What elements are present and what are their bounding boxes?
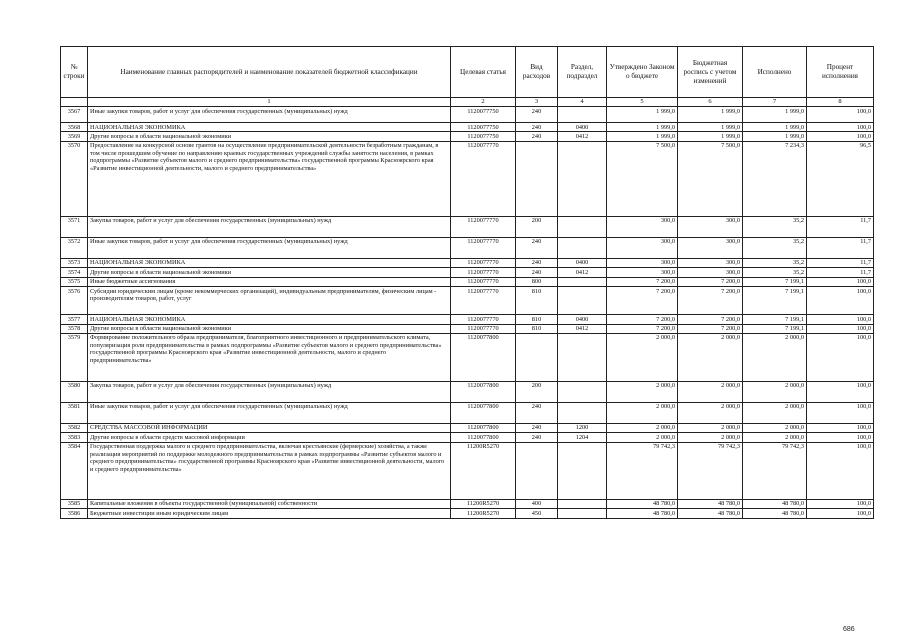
table-row [61, 258, 874, 267]
row-target-article: 1120077770 [451, 277, 516, 286]
row-target-article: 1120077800 [451, 333, 516, 381]
row-percent: 100,0 [807, 315, 874, 324]
row-executed: 2 000,0 [743, 433, 807, 442]
row-target-article: 1120077770 [451, 141, 516, 216]
column-number [61, 98, 88, 107]
row-executed: 7 199,1 [743, 287, 807, 315]
table-row [61, 509, 874, 518]
table-row [61, 216, 874, 237]
row-percent: 100,0 [807, 277, 874, 286]
row-approved: 7 500,0 [607, 141, 678, 216]
row-section [558, 287, 607, 315]
row-target-article: 1120077800 [451, 433, 516, 442]
row-percent: 100,0 [807, 324, 874, 333]
row-approved: 2 000,0 [607, 381, 678, 402]
row-budget-list: 1 999,0 [678, 107, 743, 123]
row-executed: 7 199,1 [743, 324, 807, 333]
row-target-article: 1120077750 [451, 132, 516, 141]
row-section: 0412 [558, 324, 607, 333]
row-expense-type: 240 [516, 258, 558, 267]
row-approved: 2 000,0 [607, 423, 678, 432]
table-body [61, 107, 874, 519]
table-row [61, 315, 874, 324]
table-row [61, 237, 874, 258]
row-expense-type: 450 [516, 509, 558, 518]
row-approved: 300,0 [607, 216, 678, 237]
row-target-article: 1120077750 [451, 107, 516, 123]
row-section: 0412 [558, 132, 607, 141]
row-target-article: 1120077770 [451, 315, 516, 324]
header-section: Раздел, подраздел [558, 47, 607, 98]
table-row [61, 107, 874, 123]
row-target-article: 11200R5270 [451, 509, 516, 518]
row-executed: 35,2 [743, 237, 807, 258]
row-budget-list: 2 000,0 [678, 402, 743, 423]
header-budget-list: Бюджетная роспись с учетом изменений [678, 47, 743, 98]
row-percent: 100,0 [807, 423, 874, 432]
row-name: Иные закупки товаров, работ и услуг для обеспечения государственных (муниципальных) нужд [88, 237, 451, 258]
row-target-article: 1120077770 [451, 258, 516, 267]
header-percent: Процент исполнения [807, 47, 874, 98]
row-number: 3572 [61, 237, 88, 258]
row-section: 1204 [558, 433, 607, 442]
row-number: 3581 [61, 402, 88, 423]
row-approved: 1 999,0 [607, 107, 678, 123]
row-name: Иные бюджетные ассигнования [88, 277, 451, 286]
row-target-article: 1120077800 [451, 381, 516, 402]
row-section: 0400 [558, 258, 607, 267]
row-executed: 48 780,0 [743, 499, 807, 508]
row-expense-type [516, 141, 558, 216]
row-budget-list: 300,0 [678, 216, 743, 237]
row-name: Другие вопросы в области национальной экономики [88, 132, 451, 141]
row-number: 3567 [61, 107, 88, 123]
row-budget-list: 300,0 [678, 268, 743, 277]
table-row [61, 277, 874, 286]
column-number: 2 [451, 98, 516, 107]
table-row [61, 123, 874, 132]
row-executed: 35,2 [743, 258, 807, 267]
row-number: 3585 [61, 499, 88, 508]
row-budget-list: 2 000,0 [678, 381, 743, 402]
row-name: НАЦИОНАЛЬНАЯ ЭКОНОМИКА [88, 258, 451, 267]
row-name: Субсидии юридическим лицам (кроме некоммерческих организаций), индивидуальным предпринимателям, физическим лицам - производителям товаров, работ, услуг [88, 287, 451, 315]
row-approved: 7 200,0 [607, 287, 678, 315]
row-approved: 1 999,0 [607, 132, 678, 141]
row-percent: 100,0 [807, 499, 874, 508]
row-number: 3579 [61, 333, 88, 381]
row-executed: 1 999,0 [743, 132, 807, 141]
row-percent: 100,0 [807, 433, 874, 442]
row-number: 3571 [61, 216, 88, 237]
row-budget-list: 79 742,3 [678, 442, 743, 499]
table-row [61, 324, 874, 333]
row-expense-type: 800 [516, 277, 558, 286]
row-percent: 100,0 [807, 381, 874, 402]
row-target-article: 1120077770 [451, 268, 516, 277]
row-budget-list: 48 780,0 [678, 499, 743, 508]
row-budget-list: 7 200,0 [678, 315, 743, 324]
table-row [61, 333, 874, 381]
row-target-article: 1120077770 [451, 324, 516, 333]
header-executed: Исполнено [743, 47, 807, 98]
row-section [558, 141, 607, 216]
row-section [558, 402, 607, 423]
row-approved: 300,0 [607, 258, 678, 267]
row-number: 3584 [61, 442, 88, 499]
row-name: Закупка товаров, работ и услуг для обеспечения государственных (муниципальных) нужд [88, 216, 451, 237]
row-executed: 35,2 [743, 216, 807, 237]
row-name: Предоставление на конкурсной основе грантов на осуществление предпринимательской деятельности безработным гражданам, в том числе прошедшим обучение по направлению краевых государственных учреждений службы занятости населения, в рамках подпрограммы «Развитие субъектов малого и среднего предпринимательства» государственной программы Красноярского края «Развитие инвестиционной деятельности, малого и среднего предпринимательства» [88, 141, 451, 216]
row-expense-type [516, 333, 558, 381]
row-approved: 7 200,0 [607, 315, 678, 324]
row-name: Иные закупки товаров, работ и услуг для обеспечения государственных (муниципальных) нужд [88, 107, 451, 123]
row-budget-list: 300,0 [678, 237, 743, 258]
row-executed: 7 199,1 [743, 277, 807, 286]
row-section [558, 237, 607, 258]
row-expense-type [516, 442, 558, 499]
table-row [61, 499, 874, 508]
row-expense-type: 240 [516, 132, 558, 141]
row-target-article: 1120077770 [451, 237, 516, 258]
row-executed: 1 999,0 [743, 107, 807, 123]
header-approved: Утверждено Законом о бюджете [607, 47, 678, 98]
row-target-article: 1120077770 [451, 287, 516, 315]
column-number: 3 [516, 98, 558, 107]
row-approved: 79 742,3 [607, 442, 678, 499]
row-expense-type: 240 [516, 237, 558, 258]
row-number: 3574 [61, 268, 88, 277]
page-number: 686 [843, 626, 855, 633]
row-number: 3568 [61, 123, 88, 132]
table-row [61, 442, 874, 499]
row-expense-type: 810 [516, 324, 558, 333]
row-name: Государственная поддержка малого и среднего предпринимательства, включая крестьянские (фермерские) хозяйства, а также реализация мероприятий по поддержке молодежного предпринимательства в рамках подпрограммы «Развитие субъектов малого и среднего предпринимательства» государственной программы Красноярского края «Развитие инвестиционной деятельности, малого и среднего предпринимательства» [88, 442, 451, 499]
row-expense-type: 240 [516, 123, 558, 132]
row-section [558, 107, 607, 123]
table-row [61, 132, 874, 141]
row-section [558, 277, 607, 286]
row-target-article: 1120077800 [451, 402, 516, 423]
row-percent: 11,7 [807, 237, 874, 258]
row-number: 3580 [61, 381, 88, 402]
row-approved: 1 999,0 [607, 123, 678, 132]
column-number-row [61, 98, 874, 107]
row-expense-type: 240 [516, 433, 558, 442]
row-expense-type: 400 [516, 499, 558, 508]
row-name: Бюджетные инвестиции иным юридическим лицам [88, 509, 451, 518]
row-executed: 35,2 [743, 268, 807, 277]
row-budget-list: 7 200,0 [678, 277, 743, 286]
row-name: Закупка товаров, работ и услуг для обеспечения государственных (муниципальных) нужд [88, 381, 451, 402]
row-executed: 2 000,0 [743, 423, 807, 432]
row-section [558, 381, 607, 402]
table-row [61, 402, 874, 423]
row-number: 3573 [61, 258, 88, 267]
row-number: 3576 [61, 287, 88, 315]
table-row [61, 141, 874, 216]
row-executed: 2 000,0 [743, 333, 807, 381]
row-name: Иные закупки товаров, работ и услуг для обеспечения государственных (муниципальных) нужд [88, 402, 451, 423]
row-executed: 48 780,0 [743, 509, 807, 518]
column-number: 4 [558, 98, 607, 107]
table-header-row [61, 47, 874, 98]
column-number: 7 [743, 98, 807, 107]
row-executed: 79 742,3 [743, 442, 807, 499]
row-percent: 100,0 [807, 287, 874, 315]
row-section: 1200 [558, 423, 607, 432]
row-target-article: 1120077750 [451, 123, 516, 132]
row-expense-type: 810 [516, 287, 558, 315]
row-name: СРЕДСТВА МАССОВОЙ ИНФОРМАЦИИ [88, 423, 451, 432]
row-executed: 1 999,0 [743, 123, 807, 132]
header-row-number: № строки [61, 47, 88, 98]
row-approved: 2 000,0 [607, 433, 678, 442]
row-name: Формирование положительного образа предпринимателя, благоприятного инвестиционного и предпринимательского климата, популяризация роли предпринимательства в рамках подпрограммы «Развитие субъектов малого и среднего предпринимательства» государственной программы Красноярского края «Развитие инвестиционной деятельности, малого и среднего предпринимательства» [88, 333, 451, 381]
row-percent: 100,0 [807, 123, 874, 132]
row-section: 0400 [558, 315, 607, 324]
row-number: 3583 [61, 433, 88, 442]
budget-execution-table [60, 46, 874, 519]
header-target-article: Целевая статья [451, 47, 516, 98]
row-number: 3570 [61, 141, 88, 216]
row-expense-type: 200 [516, 381, 558, 402]
row-expense-type: 240 [516, 107, 558, 123]
row-approved: 48 780,0 [607, 499, 678, 508]
row-section [558, 499, 607, 508]
row-section [558, 216, 607, 237]
row-budget-list: 2 000,0 [678, 433, 743, 442]
row-approved: 300,0 [607, 237, 678, 258]
row-target-article: 11200R5270 [451, 442, 516, 499]
row-name: Другие вопросы в области национальной экономики [88, 268, 451, 277]
row-budget-list: 300,0 [678, 258, 743, 267]
row-approved: 300,0 [607, 268, 678, 277]
row-percent: 96,5 [807, 141, 874, 216]
table-row [61, 433, 874, 442]
row-section [558, 442, 607, 499]
row-percent: 100,0 [807, 402, 874, 423]
row-number: 3582 [61, 423, 88, 432]
row-expense-type: 810 [516, 315, 558, 324]
row-percent: 100,0 [807, 107, 874, 123]
row-approved: 7 200,0 [607, 324, 678, 333]
row-budget-list: 1 999,0 [678, 123, 743, 132]
row-budget-list: 7 200,0 [678, 324, 743, 333]
row-budget-list: 7 500,0 [678, 141, 743, 216]
header-name: Наименование главных распорядителей и наименование показателей бюджетной классификации [88, 47, 451, 98]
row-executed: 2 000,0 [743, 381, 807, 402]
row-executed: 2 000,0 [743, 402, 807, 423]
row-number: 3586 [61, 509, 88, 518]
row-expense-type: 240 [516, 402, 558, 423]
row-percent: 100,0 [807, 333, 874, 381]
column-number: 6 [678, 98, 743, 107]
column-number: 8 [807, 98, 874, 107]
row-number: 3578 [61, 324, 88, 333]
row-percent: 100,0 [807, 442, 874, 499]
row-budget-list: 7 200,0 [678, 287, 743, 315]
table-row [61, 268, 874, 277]
row-budget-list: 2 000,0 [678, 333, 743, 381]
row-section [558, 333, 607, 381]
row-expense-type: 240 [516, 268, 558, 277]
row-percent: 11,7 [807, 258, 874, 267]
header-expense-type: Вид расходов [516, 47, 558, 98]
table-row [61, 381, 874, 402]
row-approved: 7 200,0 [607, 277, 678, 286]
row-expense-type: 240 [516, 423, 558, 432]
row-executed: 7 199,1 [743, 315, 807, 324]
row-name: Капитальные вложения в объекты государственной (муниципальной) собственности [88, 499, 451, 508]
row-section: 0412 [558, 268, 607, 277]
row-target-article: 1120077770 [451, 216, 516, 237]
row-approved: 2 000,0 [607, 333, 678, 381]
row-number: 3575 [61, 277, 88, 286]
row-budget-list: 2 000,0 [678, 423, 743, 432]
row-section [558, 509, 607, 518]
row-name: Другие вопросы в области средств массовой информации [88, 433, 451, 442]
row-percent: 11,7 [807, 268, 874, 277]
row-approved: 48 780,0 [607, 509, 678, 518]
table-row [61, 287, 874, 315]
row-expense-type: 200 [516, 216, 558, 237]
row-executed: 7 234,3 [743, 141, 807, 216]
row-percent: 11,7 [807, 216, 874, 237]
row-number: 3577 [61, 315, 88, 324]
table-row [61, 423, 874, 432]
column-number: 5 [607, 98, 678, 107]
column-number: 1 [88, 98, 451, 107]
row-budget-list: 48 780,0 [678, 509, 743, 518]
row-target-article: 11200R5270 [451, 499, 516, 508]
row-budget-list: 1 999,0 [678, 132, 743, 141]
row-number: 3569 [61, 132, 88, 141]
row-approved: 2 000,0 [607, 402, 678, 423]
row-name: Другие вопросы в области национальной экономики [88, 324, 451, 333]
row-percent: 100,0 [807, 509, 874, 518]
row-name: НАЦИОНАЛЬНАЯ ЭКОНОМИКА [88, 315, 451, 324]
row-name: НАЦИОНАЛЬНАЯ ЭКОНОМИКА [88, 123, 451, 132]
row-section: 0400 [558, 123, 607, 132]
row-percent: 100,0 [807, 132, 874, 141]
row-target-article: 1120077800 [451, 423, 516, 432]
